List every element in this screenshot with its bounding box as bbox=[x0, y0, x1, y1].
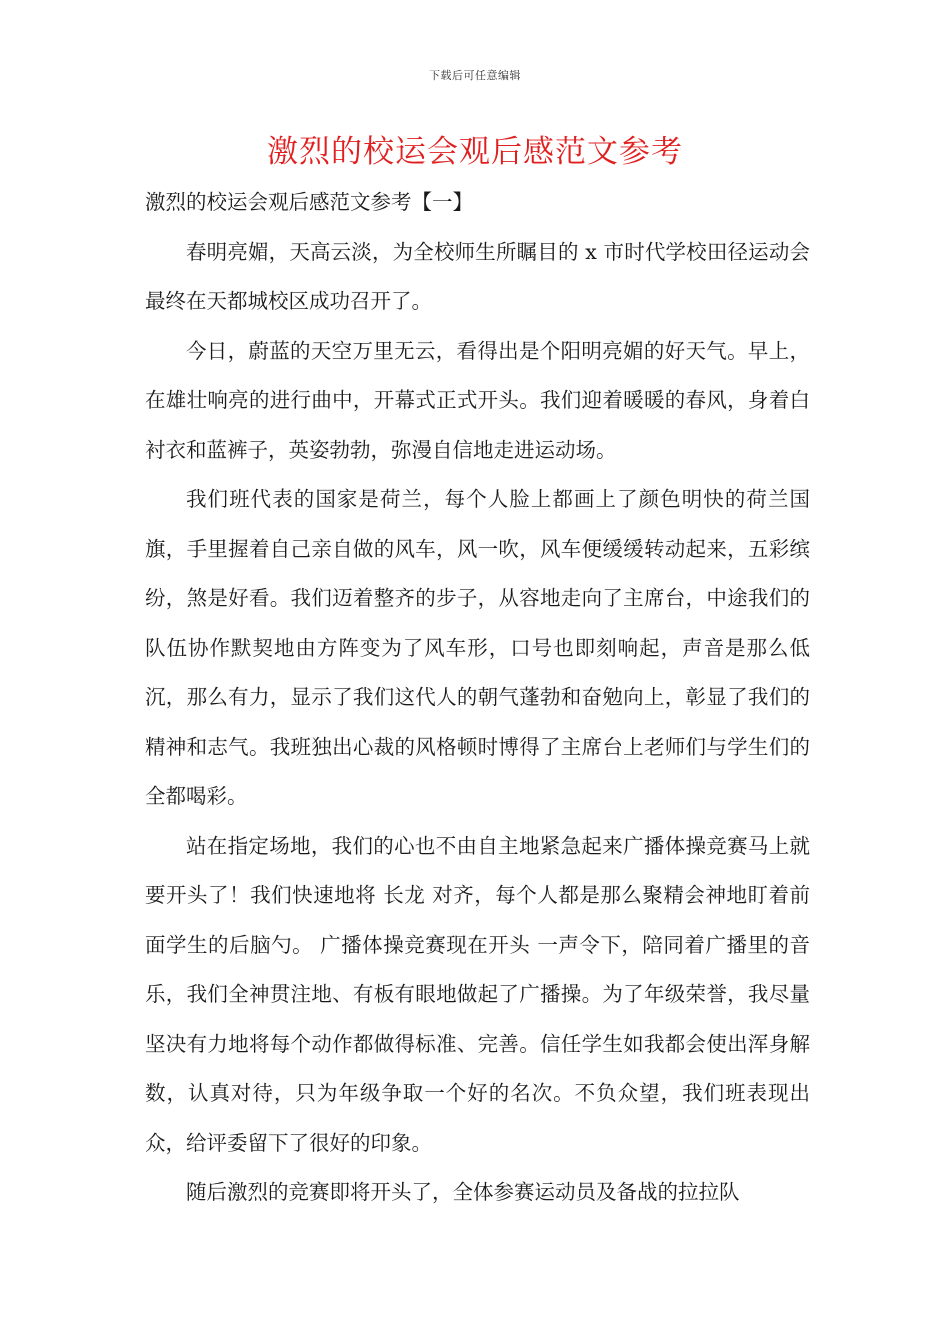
header-note: 下载后可任意编辑 bbox=[429, 69, 521, 82]
paragraph-2: 今日，蔚蓝的天空万里无云，看得出是个阳明亮媚的好天气。早上，在雄壮响亮的进行曲中，开幕式正式开头。我们迎着暖暖的春风，身着白衬衣和蓝裤子，英姿勃勃，弥漫自信地走进运动场。 bbox=[145, 338, 810, 462]
paragraph-5: 随后激烈的竞赛即将开头了，全体参赛运动员及备战的拉拉队 bbox=[186, 1180, 740, 1204]
document-body bbox=[145, 178, 810, 1218]
section-heading: 激烈的校运会观后感范文参考【一】 bbox=[145, 190, 473, 214]
paragraph-4: 站在指定场地，我们的心也不由自主地紧急起来广播体操竞赛马上就要开头了！我们快速地将 长龙 对齐，每个人都是那么聚精会神地盯着前面学生的后脑勺。 广播体操竞赛现在开头 一声令下，陪同着广播里的音乐，我们全神贯注地、有板有眼地做起了广播操。为了年级荣誉，我尽量坚决有力地将每个动作都做得标准、完善。信任学生如我都会使出浑身解数，认真对待，只为年级争取一个好的名次。不负众望，我们班表现出众，给评委留下了很好的印象。 bbox=[145, 833, 810, 1155]
document-title: 激烈的校运会观后感范文参考 bbox=[267, 134, 683, 170]
paragraph-3: 我们班代表的国家是荷兰，每个人脸上都画上了颜色明快的荷兰国旗，手里握着自己亲自做的风车，风一吹，风车便缓缓转动起来，五彩缤纷，煞是好看。我们迈着整齐的步子，从容地走向了主席台，中途我们的队伍协作默契地由方阵变为了风车形，口号也即刻响起，声音是那么低沉，那么有力，显示了我们这代人的朝气蓬勃和奋勉向上，彰显了我们的精神和志气。我班独出心裁的风格顿时博得了主席台上老师们与学生们的全都喝彩。 bbox=[145, 487, 810, 808]
paragraph-1: 春明亮媚，天高云淡，为全校师生所瞩目的 x 市时代学校田径运动会 最终在天都城校区成功召开了。 bbox=[145, 239, 810, 313]
